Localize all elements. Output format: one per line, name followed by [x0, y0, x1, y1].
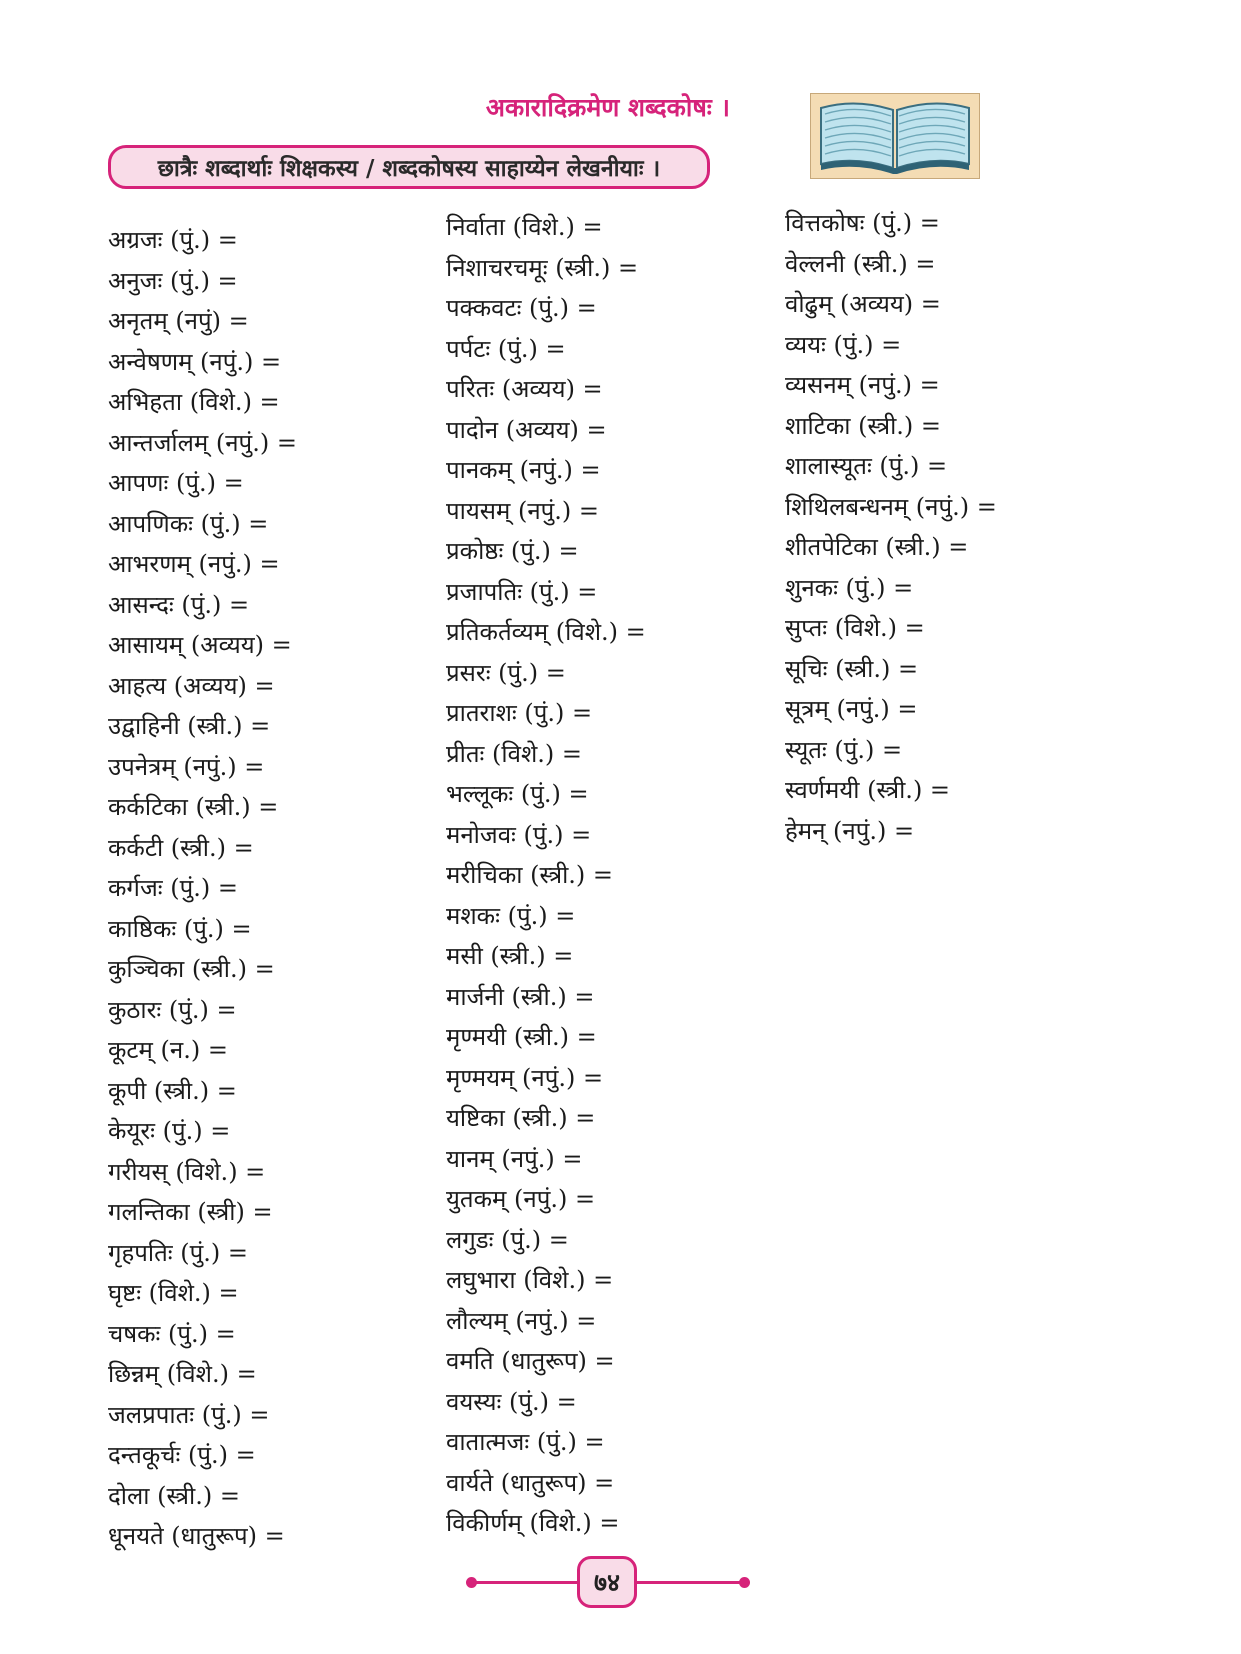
word-entry: कुञ्चिका (स्त्री.) =: [108, 955, 275, 983]
word-entry: आन्तर्जालम् (नपुं.) =: [108, 428, 297, 457]
word-entry: प्रजापतिः (पुं.) =: [446, 577, 598, 606]
word-entry: मृण्मयी (स्त्री.) =: [446, 1023, 597, 1051]
word-entry: कूटम् (न.) =: [108, 1036, 228, 1064]
open-book-icon: [811, 94, 979, 178]
word-entry: व्ययः (पुं.) =: [785, 330, 902, 359]
word-entry: वोढुम् (अव्यय) =: [785, 290, 941, 318]
word-entry: प्रीतः (विशे.) =: [446, 739, 583, 768]
page-number: ७४: [577, 1556, 637, 1608]
word-entry: वेल्लनी (स्त्री.) =: [785, 249, 936, 278]
word-entry: परितः (अव्यय) =: [446, 375, 603, 403]
word-entry: गृहपतिः (पुं.) =: [108, 1238, 248, 1267]
word-entry: उपनेत्रम् (नपुं.) =: [108, 752, 265, 781]
word-entry: वित्तकोषः (पुं.) =: [785, 209, 940, 237]
word-entry: कर्गजः (पुं.) =: [108, 874, 238, 902]
word-entry: आहत्य (अव्यय) =: [108, 671, 275, 700]
book-illustration: [810, 93, 980, 179]
word-entry: लगुडः (पुं.) =: [446, 1225, 569, 1254]
word-entry: वार्यते (धातुरूप) =: [446, 1468, 615, 1497]
footer-dot-left: [466, 1577, 477, 1588]
word-entry: मार्जनी (स्त्री.) =: [446, 982, 595, 1011]
word-entry: प्रकोष्ठः (पुं.) =: [446, 537, 579, 565]
word-entry: अनृतम् (नपुं) =: [108, 307, 249, 335]
word-entry: प्रातराशः (पुं.) =: [446, 699, 593, 727]
word-entry: पानकम् (नपुं.) =: [446, 456, 601, 484]
word-entry: पायसम् (नपुं.) =: [446, 496, 600, 525]
word-entry: धूनयते (धातुरूप) =: [108, 1522, 285, 1550]
word-entry: सूत्रम् (नपुं.) =: [785, 695, 918, 723]
word-entry: उद्वाहिनी (स्त्री.) =: [108, 712, 271, 740]
word-entry: मशकः (पुं.) =: [446, 901, 576, 930]
word-entry: पादोन (अव्यय) =: [446, 415, 607, 444]
word-entry: शुनकः (पुं.) =: [785, 573, 914, 602]
word-entry: आभरणम् (नपुं.) =: [108, 550, 280, 578]
word-entry: अन्वेषणम् (नपुं.) =: [108, 347, 282, 376]
word-entry: लौल्यम् (नपुं.) =: [446, 1306, 597, 1335]
word-entry: अग्रजः (पुं.) =: [108, 226, 238, 254]
word-entry: कुठारः (पुं.) =: [108, 995, 237, 1024]
footer-dot-right: [739, 1577, 750, 1588]
word-entry: शालास्यूतः (पुं.) =: [785, 452, 948, 480]
word-entry: पर्पटः (पुं.) =: [446, 334, 566, 363]
word-entry: सूचिः (स्त्री.) =: [785, 654, 919, 683]
word-entry: शीतपेटिका (स्त्री.) =: [785, 533, 969, 561]
word-entry: स्वर्णमयी (स्त्री.) =: [785, 776, 951, 804]
page-heading: अकारादिक्रमेण शब्दकोषः ।: [485, 93, 730, 122]
footer-rule-right: [634, 1581, 744, 1584]
word-entry: निशाचरचमूः (स्त्री.) =: [446, 253, 639, 282]
word-entry: आसायम् (अव्यय) =: [108, 631, 292, 659]
word-entry: आपणिकः (पुं.) =: [108, 509, 269, 538]
word-entry: आसन्दः (पुं.) =: [108, 590, 250, 619]
word-entry: वातात्मजः (पुं.) =: [446, 1428, 605, 1456]
word-entry: गरीयस् (विशे.) =: [108, 1157, 266, 1186]
word-entry: वयस्यः (पुं.) =: [446, 1387, 577, 1416]
footer-rule-left: [472, 1581, 577, 1584]
word-entry: यष्टिका (स्त्री.) =: [446, 1104, 596, 1132]
word-entry: केयूरः (पुं.) =: [108, 1117, 231, 1145]
word-entry: प्रसरः (पुं.) =: [446, 658, 566, 687]
word-entry: दन्तकूर्चः (पुं.) =: [108, 1441, 256, 1469]
word-column-3: [785, 203, 997, 851]
word-entry: लघुभारा (विशे.) =: [446, 1266, 614, 1294]
word-entry: निर्वाता (विशे.) =: [446, 213, 603, 241]
word-column-1: [108, 220, 297, 1557]
word-entry: स्यूतः (पुं.) =: [785, 735, 903, 764]
word-entry: कर्कटी (स्त्री.) =: [108, 833, 254, 862]
word-entry: घृष्टः (विशे.) =: [108, 1279, 239, 1307]
word-entry: व्यसनम् (नपुं.) =: [785, 371, 940, 399]
word-entry: विकीर्णम् (विशे.) =: [446, 1509, 620, 1537]
word-entry: वमति (धातुरूप) =: [446, 1347, 615, 1375]
word-entry: अनुजः (पुं.) =: [108, 266, 238, 295]
word-entry: सुप्तः (विशे.) =: [785, 614, 925, 642]
word-entry: शिथिलबन्धनम् (नपुं.) =: [785, 492, 997, 521]
word-entry: शाटिका (स्त्री.) =: [785, 411, 942, 440]
word-entry: गलन्तिका (स्त्री) =: [108, 1198, 273, 1226]
word-entry: मृण्मयम् (नपुं.) =: [446, 1063, 604, 1092]
word-entry: युतकम् (नपुं.) =: [446, 1185, 596, 1213]
word-entry: छिन्नम् (विशे.) =: [108, 1360, 257, 1388]
word-entry: कूपी (स्त्री.) =: [108, 1076, 237, 1105]
word-entry: काष्ठिकः (पुं.) =: [108, 914, 252, 943]
word-entry: दोला (स्त्री.) =: [108, 1481, 240, 1510]
word-entry: हेमन् (नपुं.) =: [785, 816, 915, 845]
word-entry: चषकः (पुं.) =: [108, 1319, 236, 1348]
word-entry: मरीचिका (स्त्री.) =: [446, 861, 614, 889]
word-column-2: [446, 207, 646, 1544]
word-entry: मसी (स्त्री.) =: [446, 942, 574, 970]
instruction-banner: छात्रैः शब्दार्थाः शिक्षकस्य / शब्दकोषस्य साहाय्येन लेखनीयाः ।: [108, 145, 710, 189]
word-entry: आपणः (पुं.) =: [108, 469, 244, 497]
word-entry: जलप्रपातः (पुं.) =: [108, 1400, 270, 1429]
word-entry: अभिहता (विशे.) =: [108, 388, 280, 416]
word-entry: भल्लूकः (पुं.) =: [446, 780, 589, 808]
word-entry: कर्कटिका (स्त्री.) =: [108, 793, 279, 821]
word-entry: यानम् (नपुं.) =: [446, 1144, 583, 1173]
word-entry: मनोजवः (पुं.) =: [446, 820, 592, 849]
word-entry: पक्कवटः (पुं.) =: [446, 294, 597, 322]
word-entry: प्रतिकर्तव्यम् (विशे.) =: [446, 618, 646, 646]
